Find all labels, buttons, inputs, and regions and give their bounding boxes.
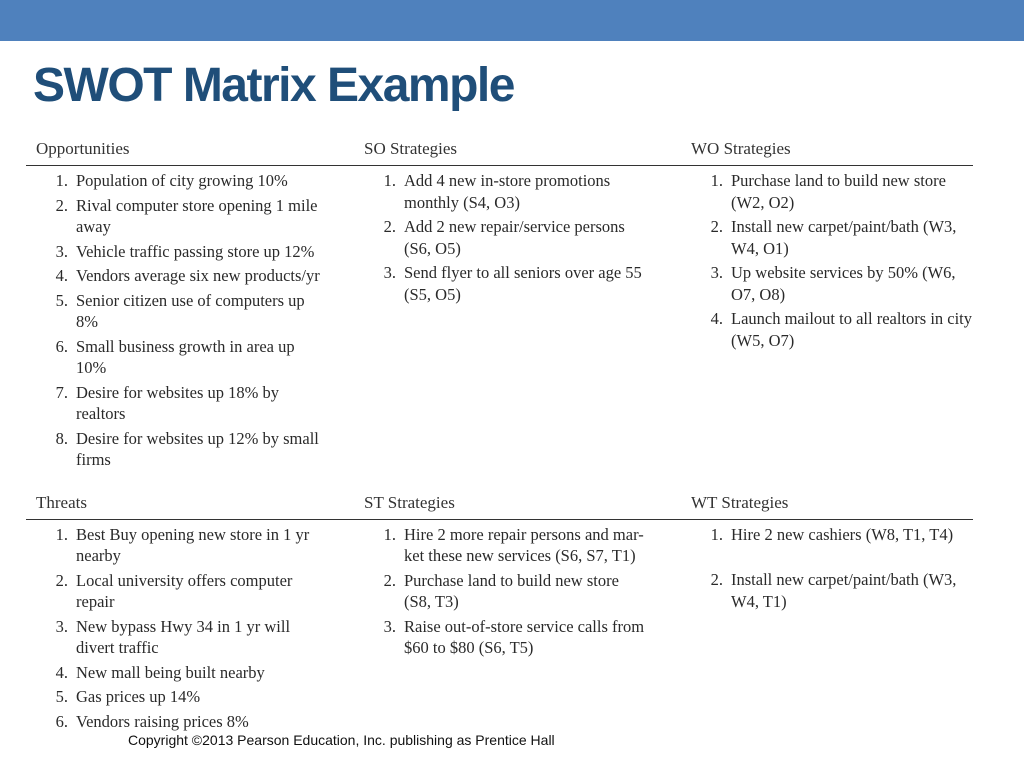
opportunity-item-number: 1.: [55, 171, 68, 190]
opportunities-body-row: [26, 166, 973, 474]
so-strategy-item: [364, 262, 681, 305]
threat-item-text: Local university offers computer repair: [76, 570, 293, 611]
so-strategies-list: [364, 170, 681, 305]
opportunities-section: [26, 130, 973, 474]
wo-strategies-header: WO Strategies: [691, 139, 791, 158]
opportunity-item-number: 2.: [55, 195, 68, 215]
threats-section: [26, 484, 973, 736]
so-strategy-item-text: Add 2 new repair/service persons (S6, O5): [404, 217, 625, 258]
opportunity-item-number: 6.: [55, 336, 68, 356]
threat-item: [36, 711, 354, 733]
opportunities-list: [36, 170, 354, 471]
so-strategy-item-number: 1.: [383, 171, 396, 190]
st-strategies-column: [354, 524, 681, 736]
so-strategy-item-number: 2.: [383, 217, 396, 236]
opportunity-item: [36, 382, 354, 425]
wt-strategies-header: WT Strategies: [691, 492, 789, 512]
threat-item: [36, 616, 354, 659]
wt-strategy-item: [691, 524, 973, 546]
wo-strategy-item: [691, 308, 973, 351]
st-strategy-item: [364, 616, 681, 659]
threats-body-row: [26, 520, 973, 736]
swot-matrix: [26, 130, 973, 735]
st-strategy-item-number: 1.: [383, 524, 396, 544]
threat-item-number: 2.: [55, 570, 68, 590]
opportunity-item-text: Desire for websites up 18% by realtors: [76, 382, 279, 423]
opportunity-item-number: 5.: [55, 290, 68, 310]
so-strategies-column: [354, 170, 681, 474]
wt-strategy-item: [691, 569, 973, 612]
st-strategy-item-number: 3.: [383, 616, 396, 636]
threat-item-text: New mall being built nearby: [76, 662, 265, 682]
opportunity-item: [36, 241, 354, 263]
opportunity-item: [36, 195, 354, 238]
so-strategy-item-text: Send flyer to all seniors over age 55 (S5, O5): [404, 263, 642, 304]
st-strategy-item-text: Raise out-of-store service calls from $60 to $80 (S6, T5): [404, 616, 645, 657]
wo-strategy-item-number: 2.: [710, 217, 723, 236]
opportunity-item: [36, 290, 354, 333]
opportunities-column: [26, 170, 354, 474]
wo-strategy-item-text: Up website services by 50% (W6, O7, O8): [731, 263, 956, 304]
opportunity-item-number: 7.: [55, 382, 68, 402]
so-strategy-item-number: 3.: [383, 263, 396, 282]
st-strategy-item: [364, 570, 681, 613]
threat-item-text: Vendors raising prices 8%: [76, 711, 249, 731]
threats-header-row: [26, 484, 973, 520]
opportunity-item-text: Senior citizen use of computers up 8%: [76, 290, 305, 331]
so-strategy-item-text: Add 4 new in-store promotions monthly (S4, O3): [404, 171, 611, 212]
opportunities-header-row: [26, 130, 973, 166]
wo-strategies-column: [681, 170, 973, 474]
threat-item-number: 3.: [55, 616, 68, 636]
threat-item-number: 5.: [55, 687, 68, 706]
threats-header: Threats: [36, 492, 87, 512]
opportunity-item: [36, 428, 354, 471]
threats-column: [26, 524, 354, 736]
opportunity-item-text: Vehicle traffic passing store up 12%: [76, 241, 315, 261]
so-strategy-item: [364, 216, 681, 259]
wt-strategy-item-text: Hire 2 new cashiers (W8, T1, T4): [731, 524, 954, 544]
wo-strategy-item: [691, 262, 973, 305]
opportunity-item-number: 3.: [55, 241, 68, 261]
top-accent-bar: [0, 0, 1024, 41]
opportunity-item-text: Population of city growing 10%: [76, 171, 288, 190]
opportunity-item-number: 8.: [55, 428, 68, 448]
threat-item-text: Gas prices up 14%: [76, 687, 201, 706]
st-strategy-item-text: Purchase land to build new store (S8, T3): [404, 570, 619, 611]
threat-item-number: 1.: [55, 524, 68, 544]
st-strategy-item-number: 2.: [383, 570, 396, 590]
opportunity-item: [36, 265, 354, 287]
wo-strategy-item-number: 1.: [710, 171, 723, 190]
opportunity-item: [36, 170, 354, 192]
wt-strategies-column: [681, 524, 973, 736]
opportunity-item-text: Vendors average six new products/yr: [76, 266, 320, 285]
wo-strategy-item-text: Launch mailout to all realtors in city (W5, O7): [731, 309, 973, 350]
threats-list: [36, 524, 354, 733]
wo-strategies-list: [691, 170, 973, 351]
wt-strategy-item-text: Install new carpet/paint/bath (W3, W4, T1): [731, 570, 957, 611]
so-strategy-item: [364, 170, 681, 213]
wo-strategy-item-number: 4.: [710, 309, 723, 328]
so-strategies-header: SO Strategies: [364, 139, 458, 158]
opportunity-item-text: Small business growth in area up 10%: [76, 336, 295, 377]
st-strategy-item: [364, 524, 681, 567]
threat-item: [36, 524, 354, 567]
threat-item-number: 4.: [55, 662, 68, 682]
wo-strategy-item: [691, 170, 973, 213]
opportunity-item-text: Desire for websites up 12% by small firms: [76, 428, 319, 469]
threat-item-text: New bypass Hwy 34 in 1 yr will divert traffic: [76, 616, 291, 657]
threat-item: [36, 570, 354, 613]
threat-item-text: Best Buy opening new store in 1 yr nearby: [76, 524, 310, 565]
wo-strategy-item-number: 3.: [710, 263, 723, 282]
threat-item: [36, 686, 354, 708]
threat-item-number: 6.: [55, 711, 68, 731]
slide-title: SWOT Matrix Example: [33, 59, 514, 112]
wo-strategy-item-text: Purchase land to build new store (W2, O2): [731, 171, 946, 212]
st-strategy-item-text: Hire 2 more repair persons and mar-ket these new services (S6, S7, T1): [404, 524, 644, 565]
wo-strategy-item: [691, 216, 973, 259]
opportunity-item-number: 4.: [55, 266, 68, 285]
opportunity-item-text: Rival computer store opening 1 mile away: [76, 195, 318, 236]
wo-strategy-item-text: Install new carpet/paint/bath (W3, W4, O1): [731, 217, 957, 258]
threat-item: [36, 662, 354, 684]
copyright-footer: Copyright ©2013 Pearson Education, Inc. publishing as Prentice Hall: [128, 732, 555, 748]
st-strategies-list: [364, 524, 681, 659]
wt-strategies-list: [691, 524, 973, 613]
opportunity-item: [36, 336, 354, 379]
wt-strategy-item-number: 2.: [710, 570, 723, 589]
wt-strategy-item-number: 1.: [710, 524, 723, 544]
opportunities-header: Opportunities: [36, 139, 130, 158]
st-strategies-header: ST Strategies: [364, 492, 455, 512]
